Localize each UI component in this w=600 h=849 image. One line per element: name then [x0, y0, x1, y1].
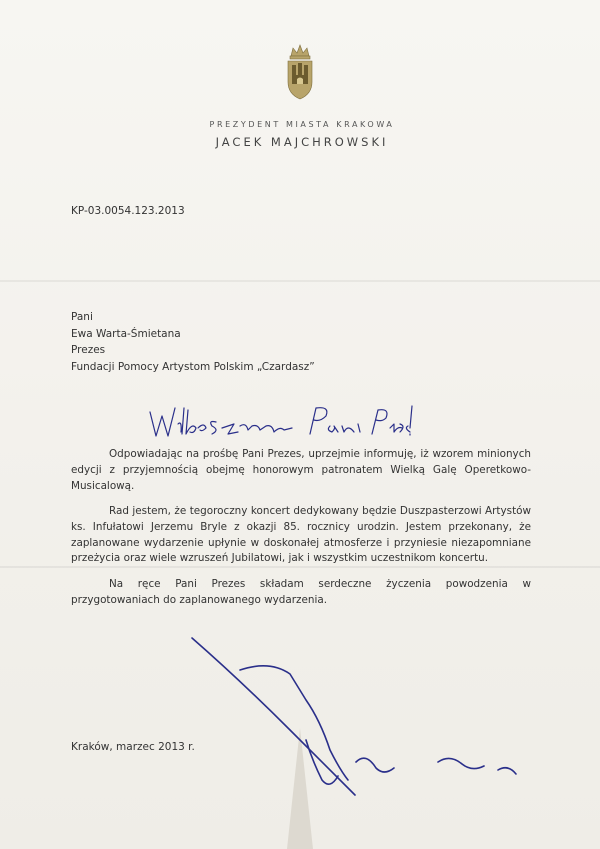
paper-fold-line	[0, 280, 600, 282]
handwritten-greeting	[148, 398, 418, 446]
office-title: PREZYDENT MIASTA KRAKOWA	[209, 120, 395, 129]
handwritten-signature	[180, 630, 540, 800]
letter-paragraph: Na ręce Pani Prezes składam serdeczne życzenia powodzenia w przygotowaniach do zaplanowanego wydarzenia.	[71, 578, 531, 606]
recipient-address	[71, 309, 315, 375]
mayor-name: JACEK MAJCHROWSKI	[215, 135, 389, 149]
recipient-line: Fundacji Pomocy Artystom Polskim „Czardasz”	[71, 360, 315, 373]
place-and-date: Kraków, marzec 2013 r.	[71, 741, 195, 753]
letter-paragraph: Rad jestem, że tegoroczny koncert dedykowany będzie Duszpasterzowi Artystów ks. Infułatowi Jerzemu Bryle z okazji 85. rocznicy urodzin. Jestem przekonany, że zaplanowane wydarzenie upłynie w doskonałej atmosferze i przyniesie niezapomniane przeżycia oraz wiele wzruszeń Jubilatowi, jak i wszystkim uczestnikom koncertu.	[71, 505, 531, 565]
recipient-line: Pani	[71, 311, 93, 323]
recipient-line: Prezes	[71, 344, 106, 357]
krakow-coat-of-arms-icon	[284, 42, 316, 102]
recipient-line: Ewa Warta-Śmietana	[71, 327, 181, 340]
letter-paragraph: Odpowiadając na prośbę Pani Prezes, uprzejmie informuję, iż wzorem minionych edycji z przyjemnością obejmę honorowym patronatem Wielką Galę Operetkowo-Musicalową.	[71, 448, 531, 492]
reference-number: KP-03.0054.123.2013	[71, 205, 185, 217]
